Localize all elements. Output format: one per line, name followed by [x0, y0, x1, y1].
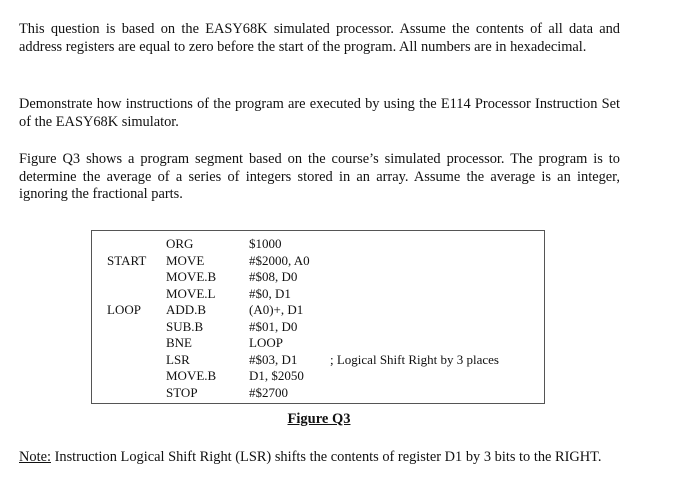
program-line — [92, 352, 544, 369]
line-opcode: SUB.B — [166, 318, 204, 334]
line-opcode: MOVE — [166, 252, 205, 268]
figure-description-paragraph: Figure Q3 shows a program segment based on the course’s simulated processor. The program is to determine the average of a series of integers stored in an array. Assume the average is an integer, ignoring the fractional parts. — [19, 151, 620, 202]
program-line — [92, 319, 544, 336]
program-line — [92, 253, 544, 270]
program-line — [92, 335, 544, 352]
line-opcode: MOVE.L — [166, 285, 216, 301]
line-opcode: LSR — [166, 351, 190, 367]
program-line — [92, 385, 544, 402]
line-comment: ; Logical Shift Right by 3 places — [330, 351, 499, 367]
line-label: LOOP — [107, 302, 141, 317]
line-operands: LOOP — [249, 335, 283, 350]
program-line — [92, 286, 544, 303]
line-operands: $1000 — [249, 236, 282, 251]
line-opcode: MOVE.B — [166, 269, 217, 284]
program-line — [92, 236, 544, 253]
line-operands: #$2000, A0 — [249, 252, 310, 268]
line-operands: (A0)+, D1 — [249, 302, 304, 317]
line-opcode: ORG — [166, 236, 194, 251]
instruction-paragraph: Demonstrate how instructions of the program are executed by using the E114 Processor Instruction Set of the EASY68K simulator. — [19, 96, 620, 130]
line-opcode: ADD.B — [166, 302, 207, 317]
line-operands: D1, $2050 — [249, 368, 304, 383]
line-operands: #$01, D0 — [249, 318, 298, 334]
note-label: Note: — [19, 449, 51, 465]
program-line — [92, 269, 544, 286]
note-paragraph — [19, 449, 620, 467]
line-opcode: MOVE.B — [166, 368, 217, 383]
line-label: START — [107, 252, 147, 268]
program-listing-box — [91, 230, 545, 404]
line-operands: #$2700 — [249, 384, 288, 400]
note-text: Instruction Logical Shift Right (LSR) shifts the contents of register D1 by 3 bits to the RIGHT. — [50, 449, 602, 465]
line-operands: #$08, D0 — [249, 269, 298, 284]
line-operands: #$03, D1 — [249, 351, 298, 367]
program-line — [92, 368, 544, 385]
intro-paragraph: This question is based on the EASY68K simulated processor. Assume the contents of all data and address registers are equal to zero before the start of the program. All numbers are in hexadecimal. — [19, 21, 620, 55]
figure-caption: Figure Q3 — [287, 411, 351, 427]
program-line — [92, 302, 544, 319]
line-opcode: BNE — [166, 335, 192, 350]
line-opcode: STOP — [166, 384, 198, 400]
line-operands: #$0, D1 — [249, 285, 291, 301]
